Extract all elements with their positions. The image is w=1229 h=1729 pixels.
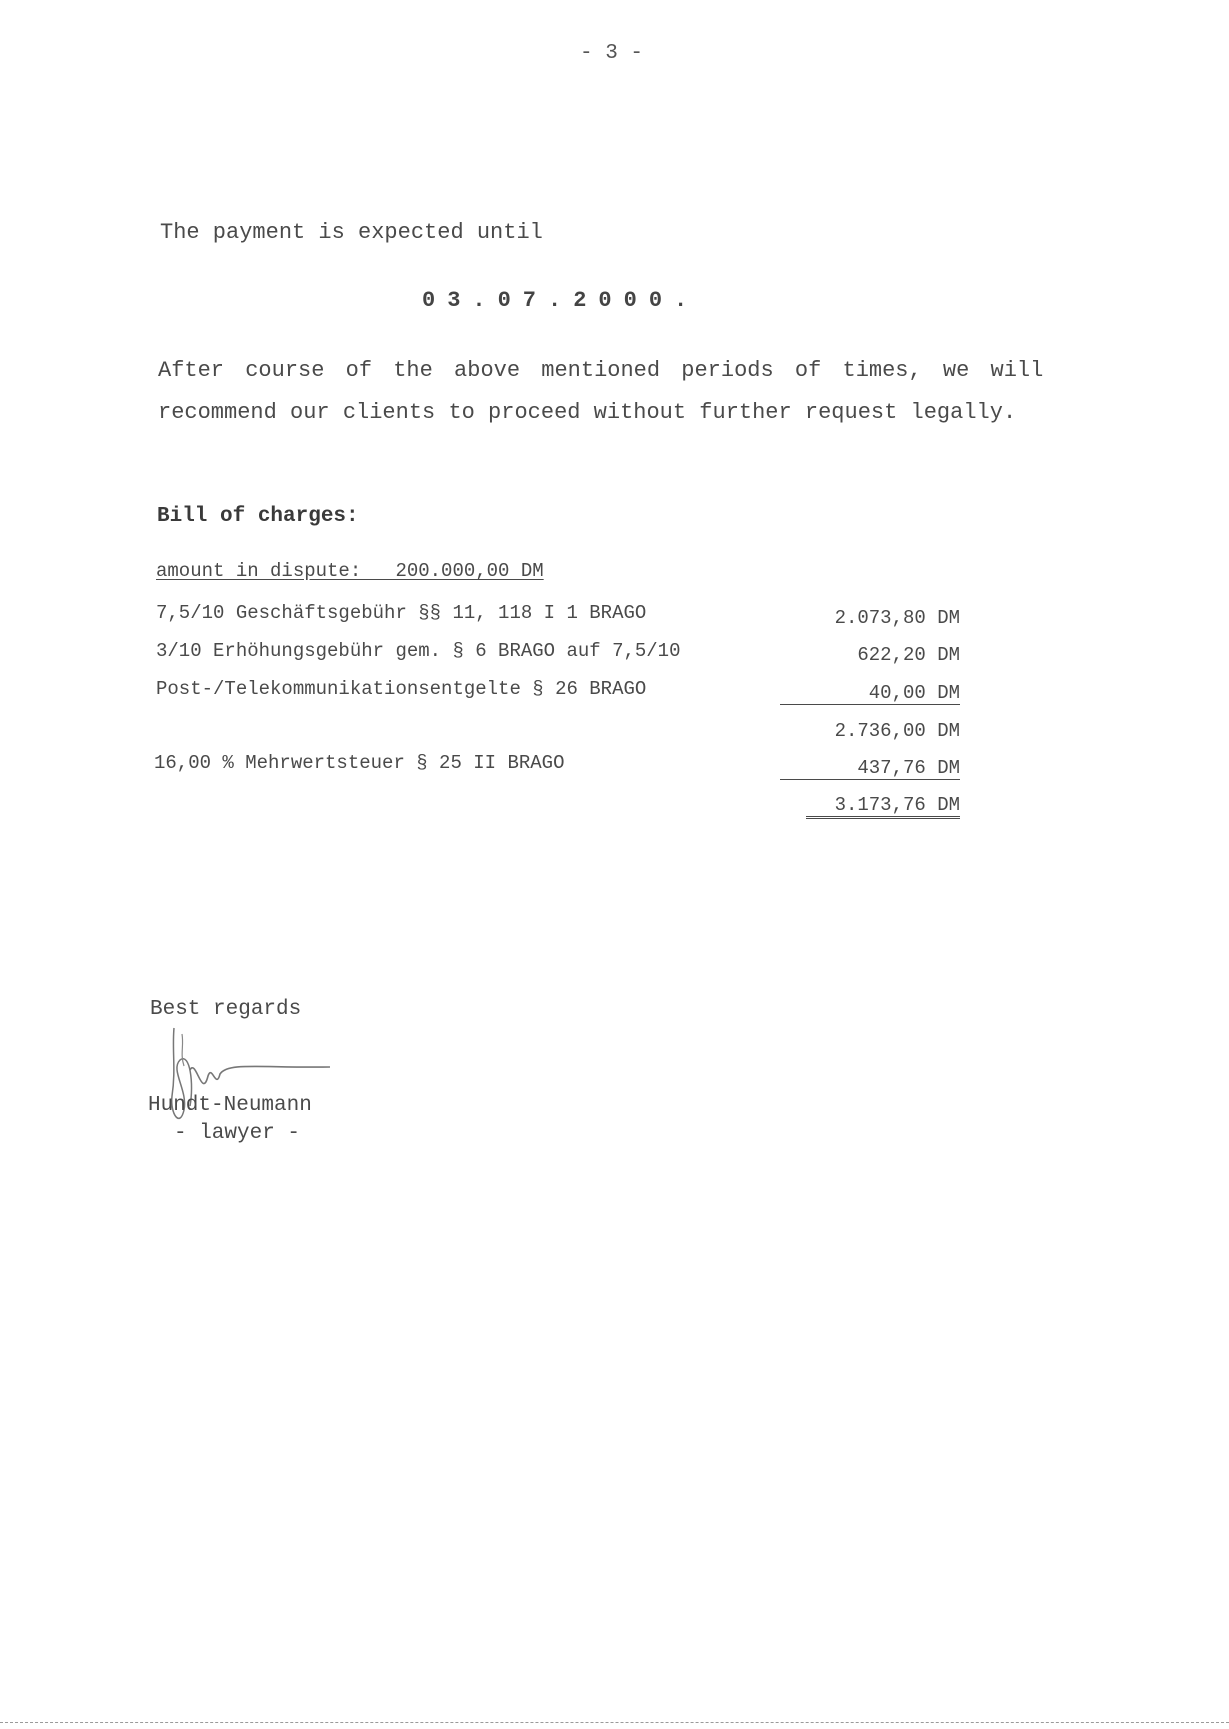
bill-item-label: 3/10 Erhöhungsgebühr gem. § 6 BRAGO auf 7,5/10	[156, 640, 681, 662]
vat-amount: 437,76 DM	[780, 757, 960, 780]
closing-regards: Best regards	[150, 998, 302, 1021]
bill-heading: Bill of charges:	[157, 505, 359, 528]
scan-edge-line	[0, 1722, 1229, 1723]
bill-item-amount: 2.073,80 DM	[834, 607, 960, 629]
due-date: 03.07.2000.	[422, 288, 700, 313]
bill-item-amount: 622,20 DM	[857, 644, 960, 666]
signer-title: - lawyer -	[174, 1122, 301, 1145]
bill-item-label: 7,5/10 Geschäftsgebühr §§ 11, 118 I 1 BRAGO	[156, 602, 647, 624]
payment-intro: The payment is expected until	[160, 220, 543, 245]
signature-icon	[150, 1010, 350, 1140]
bill-item-amount: 40,00 DM	[780, 682, 960, 705]
page-number: - 3 -	[580, 42, 644, 65]
subtotal-amount: 2.736,00 DM	[834, 720, 960, 742]
vat-label: 16,00 % Mehrwertsteuer § 25 II BRAGO	[154, 752, 565, 774]
total-amount: 3.173,76 DM	[806, 794, 960, 819]
amount-in-dispute: amount in dispute: 200.000,00 DM	[156, 560, 544, 582]
bill-item-label: Post-/Telekommunikationsentgelte § 26 BRAGO	[156, 678, 647, 700]
notice-line-2: recommend our clients to proceed without further request legally.	[158, 400, 1017, 425]
signer-name: Hundt-Neumann	[148, 1094, 312, 1117]
notice-line-1: After course of the above mentioned periods of times, we will	[158, 358, 1044, 383]
